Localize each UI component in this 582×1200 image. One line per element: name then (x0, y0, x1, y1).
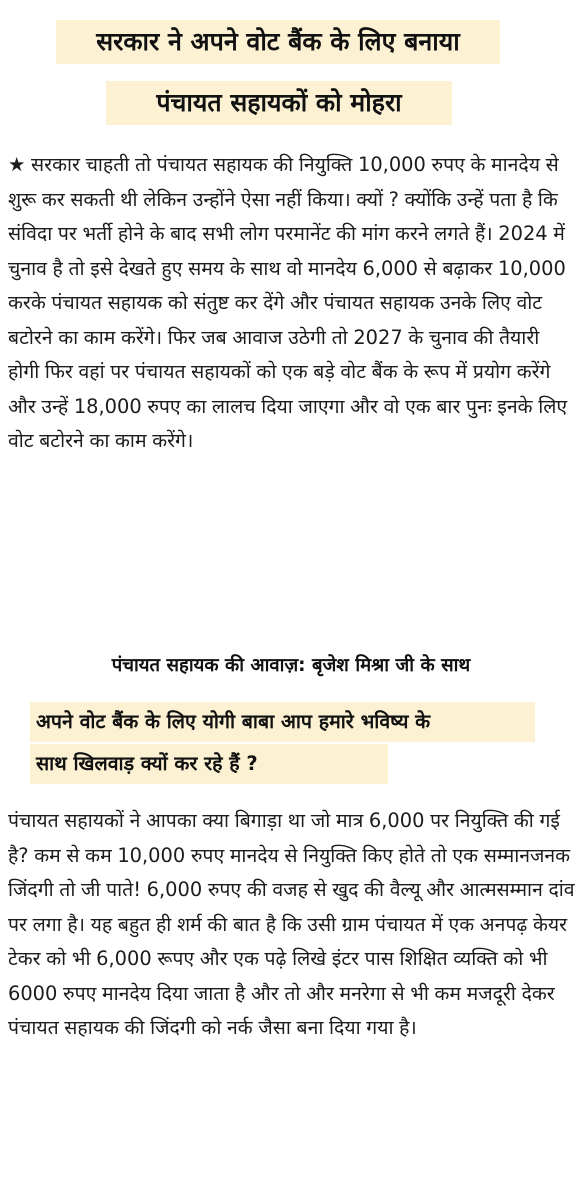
highlighted-question (30, 702, 535, 784)
headline-line-1: सरकार ने अपने वोट बैंक के लिए बनाया (56, 20, 500, 64)
body-paragraph-2: पंचायत सहायकों ने आपका क्या बिगाड़ा था जो मात्र 6,000 पर नियुक्ति की गई है? कम से कम 10,000 रुपए मानदेय से नियुक्ति किए होते तो एक सम्मानजनक जिंदगी तो जी पाते! 6,000 रुपए की वजह से खुद की वैल्यू और आत्मसम्मान दांव पर लगा है। यह बहुत ही शर्म की बात है कि उसी ग्राम पंचायत में एक अनपढ़ केयर टेकर को भी 6,000 रूपए और एक पढ़े लिखे इंटर पास शिक्षित व्यक्ति को भी 6000 रुपए मानदेय दिया जाता है और तो और मनरेगा से भी कम मजदूरी देकर पंचायत सहायक की जिंदगी को नर्क जैसा बना दिया गया है। (8, 809, 575, 1039)
headline-line-2: पंचायत सहायकों को मोहरा (106, 81, 452, 125)
highlighted-question-line-1: अपने वोट बैंक के लिए योगी बाबा आप हमारे भविष्य के (30, 702, 535, 742)
subheading: पंचायत सहायक की आवाज़: बृजेश मिश्रा जी के साथ (111, 655, 471, 676)
highlighted-question-line-2: साथ खिलवाड़ क्यों कर रहे हैं ? (30, 744, 388, 784)
body-paragraph-1: ★ सरकार चाहती तो पंचायत सहायक की नियुक्ति 10,000 रुपए के मानदेय से शुरू कर सकती थी लेकिन उन्होंने ऐसा नहीं किया। क्यों ? क्योंकि उन्हें पता है कि संविदा पर भर्ती होने के बाद सभी लोग परमानेंट की मांग करने लगते हैं। 2024 में चुनाव है तो इसे देखते हुए समय के साथ वो मानदेय 6,000 से बढ़ाकर 10,000 करके पंचायत सहायक को संतुष्ट कर देंगे और पंचायत सहायक उनके लिए वोट बटोरने का काम करेंगे। फिर जब आवाज उठेगी तो 2027 के चुनाव की तैयारी होगी फिर वहां पर पंचायत सहायकों को एक बड़े वोट बैंक के रूप में प्रयोग करेंगे और उन्हें 18,000 रुपए का लालच दिया जाएगा और वो एक बार पुनः इनके लिए वोट बटोरने का काम करेंगे। (8, 153, 568, 452)
